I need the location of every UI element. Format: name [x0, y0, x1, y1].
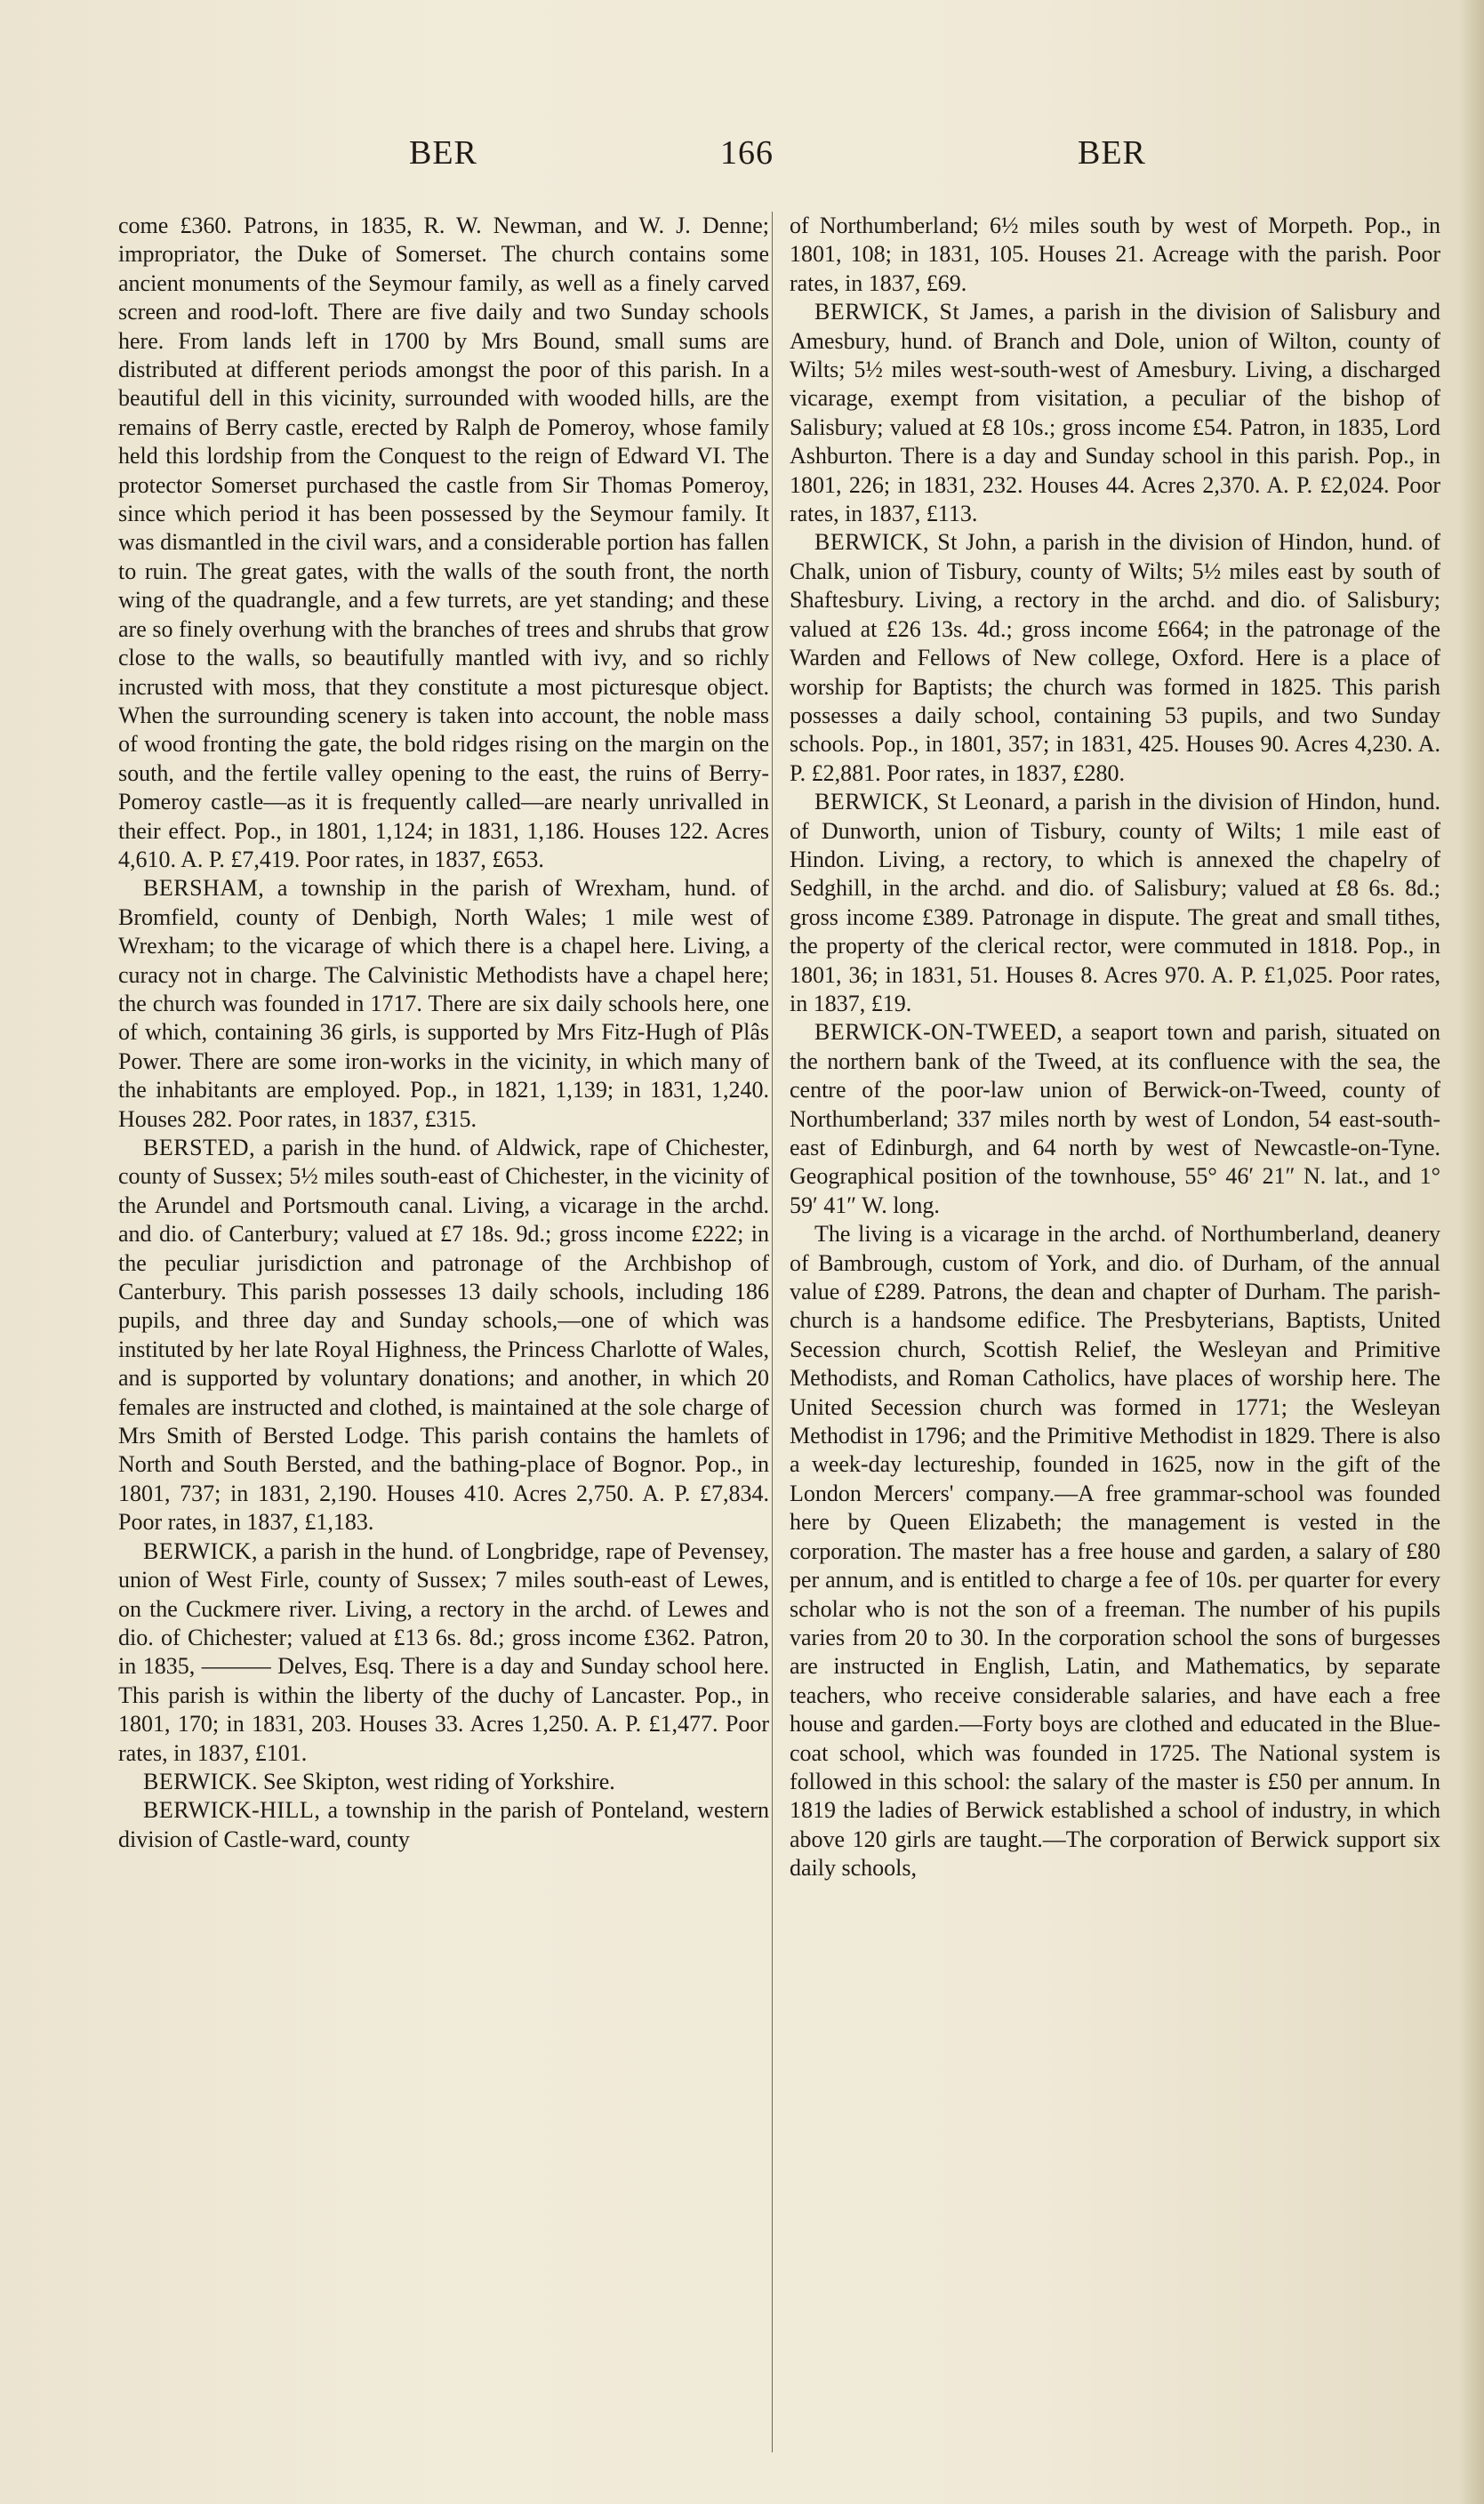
entry-headword: BERWICK: [143, 1537, 252, 1564]
entry-headword: BERWICK, St James: [814, 299, 1029, 325]
paragraph: The living is a vicarage in the archd. of Northumberland, deanery of Bambrough, custom of York, and dio. of Durham, of the annual value of £289. Patrons, the dean and chapter of Durham. The parish-church is a handsome edifice. The Presbyterians, Baptists, United Secession church, Scottish Relief, the Wesleyan and Primitive Methodists, and Roman Catholics, have places of worship here. The United Secession church was formed in 1771; the Wesleyan Methodist in 1796; and the Primitive Methodist in 1829. There is also a week-day lectureship, founded in 1625, now in the gift of the London Mercers' company.—A free grammar-school was founded here by Queen Elizabeth; the management is vested in the corporation. The master has a free house and garden, a salary of £80 per annum, and is entitled to charge a fee of 10s. per quarter for every scholar who is not the son of a freeman. The number of his pupils varies from 20 to 30. In the corporation school the sons of burgesses are instructed in English, Latin, and Mathematics, by separate teachers, who receive considerable salaries, and have each a free house and garden.—Forty boys are clothed and educated in the Blue-coat school, which was founded in 1725. The National system is followed in this school: the salary of the master is £50 per annum. In 1819 the ladies of Berwick established a school of industry, in which above 120 girls are taught.—The corporation of Berwick support six daily schools,: [790, 1221, 1440, 1882]
entry-headword: BERSHAM: [143, 875, 259, 902]
gazetteer-entry: BERWICK, St James, a parish in the division of Salisbury and Amesbury, hund. of Branch and Dole, union of Wilton, county of Wilts; 5½ miles west-south-west of Amesbury. Living, a discharged vicarage, exempt from visitation, a peculiar of the bishop of Salisbury; valued at £8 10s.; gross income £54. Patron, in 1835, Lord Ashburton. There is a day and Sunday school in this parish. Pop., in 1801, 226; in 1831, 232. Houses 44. Acres 2,370. A. P. £2,024. Poor rates, in 1837, £113.: [790, 299, 1440, 527]
entry-headword: BERSTED: [143, 1135, 250, 1160]
entry-headword: BERWICK-ON-TWEED: [814, 1019, 1057, 1046]
entry-headword: BERWICK, St Leonard: [814, 789, 1045, 815]
gazetteer-entry: BERWICK. See Skipton, west riding of Yorkshire.: [143, 1768, 615, 1794]
paragraph: of Northumberland; 6½ miles south by west of Morpeth. Pop., in 1801, 108; in 1831, 105. Houses 21. Acreage with the parish. Poor rates, in 1837, £69.: [790, 213, 1440, 296]
left-column: [118, 212, 769, 2452]
page-number: 166: [720, 134, 774, 172]
gazetteer-entry: BERWICK, St John, a parish in the division of Hindon, hund. of Chalk, union of Tisbury, county of Wilts; 5½ miles east by south of Shaftesbury. Living, a rectory in the archd. and dio. of Salisbury; valued at £26 13s. 4d.; gross income £664; in the patronage of the Warden and Fellows of New college, Oxford. Here is a place of worship for Baptists; the church was formed in 1825. This parish possesses a daily school, containing 53 pupils, and two Sunday schools. Pop., in 1801, 357; in 1831, 425. Houses 90. Acres 4,230. A. P. £2,881. Poor rates, in 1837, £280.: [790, 529, 1440, 786]
gazetteer-entry: BERSTED, a parish in the hund. of Aldwick, rape of Chichester, county of Sussex; 5½ miles south-east of Chichester, in the vicinity of the Arundel and Portsmouth canal. Living, a vicarage in the archd. and dio. of Canterbury; valued at £7 18s. 9d.; gross income £222; in the peculiar jurisdiction and patronage of the Archbishop of Canterbury. This parish possesses 13 daily schools, including 186 pupils, and three day and Sunday schools,—one of which was instituted by her late Royal Highness, the Princess Charlotte of Wales, and is supported by voluntary donations; and another, in which 20 females are instructed and clothed, is maintained at the sole charge of Mrs Smith of Bersted Lodge. This parish contains the hamlets of North and South Bersted, and the bathing-place of Bognor. Pop., in 1801, 737; in 1831, 2,190. Houses 410. Acres 2,750. A. P. £7,834. Poor rates, in 1837, £1,183.: [118, 1135, 769, 1536]
page-edge-shadow: [1459, 0, 1484, 2504]
header-left-word: BER: [409, 134, 477, 172]
gazetteer-entry: BERWICK-HILL, a township in the parish of Ponteland, western division of Castle-ward, county: [118, 1797, 769, 1852]
column-divider: [772, 212, 773, 2452]
gazetteer-entry: BERWICK-ON-TWEED, a seaport town and parish, situated on the northern bank of the Tweed, at its confluence with the sea, the centre of the poor-law union of Berwick-on-Tweed, county of Northumberland; 337 miles north by west of London, 54 east-south-east of Edinburgh, and 64 north by west of Newcastle-on-Tyne. Geographical position of the townhouse, 55° 46′ 21″ N. lat., and 1° 59′ 41″ W. long.: [790, 1019, 1440, 1218]
entry-headword: BERWICK-HILL: [143, 1797, 315, 1824]
entry-headword: BERWICK, St John: [814, 529, 1012, 556]
entry-headword: BERWICK: [143, 1768, 252, 1794]
header-right-word: BER: [1078, 134, 1146, 172]
gazetteer-entry: BERWICK, St Leonard, a parish in the division of Hindon, hund. of Dunworth, union of Tisbury, county of Wilts; 1 mile east of Hindon. Living, a rectory, to which is annexed the chapelry of Sedghill, in the archd. and dio. of Salisbury; valued at £8 6s. 8d.; gross income £389. Patronage in dispute. The great and small tithes, the property of the clerical rector, were commuted in 1818. Pop., in 1801, 36; in 1831, 51. Houses 8. Acres 970. A. P. £1,025. Poor rates, in 1837, £19.: [790, 789, 1440, 1016]
right-column: [790, 212, 1440, 2452]
running-header: [0, 133, 1484, 196]
gazetteer-entry: BERSHAM, a township in the parish of Wrexham, hund. of Bromfield, county of Denbigh, North Wales; 1 mile west of Wrexham; to the vicarage of which there is a chapel here. Living, a curacy not in charge. The Calvinistic Methodists have a chapel here; the church was founded in 1717. There are six daily schools here, one of which, containing 36 girls, is supported by Mrs Fitz-Hugh of Plâs Power. There are some iron-works in the vicinity, in which many of the inhabitants are employed. Pop., in 1821, 1,139; in 1831, 1,240. Houses 282. Poor rates, in 1837, £315.: [118, 875, 769, 1132]
paragraph: come £360. Patrons, in 1835, R. W. Newman, and W. J. Denne; impropriator, the Duke of Somerset. The church contains some ancient monuments of the Seymour family, as well as a finely carved screen and rood-loft. There are five daily and two Sunday schools here. From lands left in 1700 by Mrs Bound, small sums are distributed at different periods amongst the poor of this parish. In a beautiful dell in this vicinity, surrounded with wooded hills, are the remains of Berry castle, erected by Ralph de Pomeroy, whose family held this lordship from the Conquest to the reign of Edward VI. The protector Somerset purchased the castle from Sir Thomas Pomeroy, since which period it has been possessed by the Seymour family. It was dismantled in the civil wars, and a considerable portion has fallen to ruin. The great gates, with the walls of the south front, the north wing of the quadrangle, and a few turrets, are yet standing; and these are so finely overhung with the branches of trees and shrubs that grow close to the walls, so beautifully mantled with ivy, and so richly incrusted with moss, that they constitute a most picturesque object. When the surrounding scenery is taken into account, the noble mass of wood fronting the gate, the bold ridges rising on the margin on the south, and the fertile valley opening to the east, the ruins of Berry-Pomeroy castle—as it is frequently called—are nearly unrivalled in their effect. Pop., in 1801, 1,124; in 1831, 1,186. Houses 122. Acres 4,610. A. P. £7,419. Poor rates, in 1837, £653.: [118, 213, 769, 872]
gazetteer-entry: BERWICK, a parish in the hund. of Longbridge, rape of Pevensey, union of West Firle, county of Sussex; 7 miles south-east of Lewes, on the Cuckmere river. Living, a rectory in the archd. of Lewes and dio. of Chichester; valued at £13 6s. 8d.; gross income £362. Patron, in 1835, ——— Delves, Esq. There is a day and Sunday school here. This parish is within the liberty of the duchy of Lancaster. Pop., in 1801, 170; in 1831, 203. Houses 33. Acres 1,250. A. P. £1,477. Poor rates, in 1837, £101.: [118, 1537, 769, 1766]
